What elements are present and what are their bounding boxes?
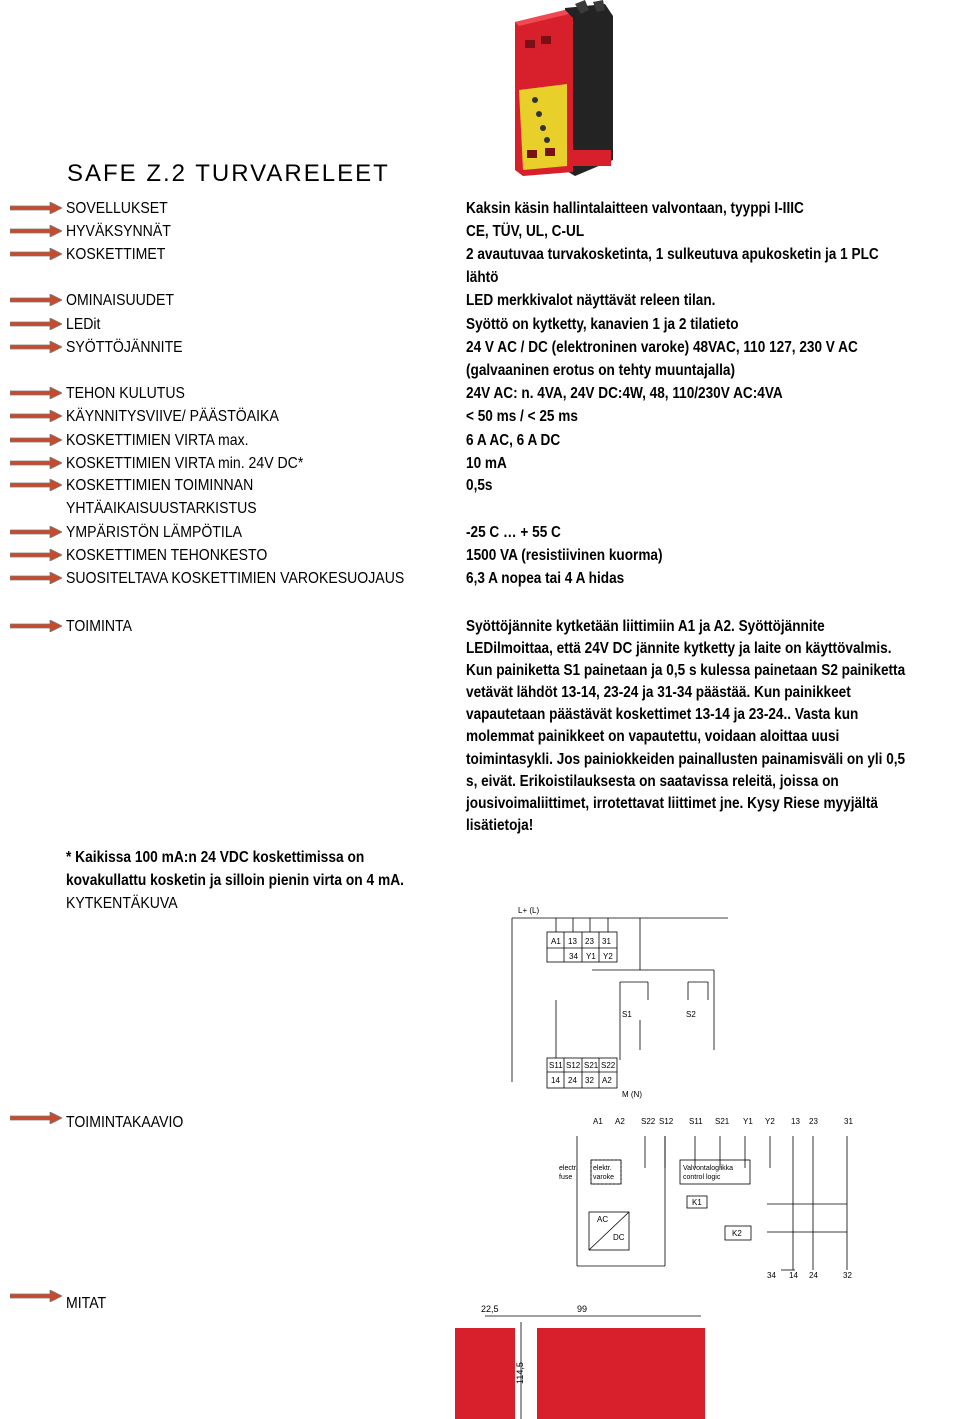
fd-label: A2 (615, 1117, 625, 1126)
footnote-line-2: kovakullattu kosketin ja silloin pienin virta on 4 mA. (66, 872, 404, 889)
arrow-icon (10, 410, 62, 422)
spec-value: Kaksin käsin hallintalaitteen valvontaan, tyyppi I-IIIC (466, 200, 804, 217)
arrow-icon (10, 434, 62, 446)
arrow-icon (10, 549, 62, 561)
spec-label: KOSKETTIMIEN VIRTA min. 24V DC* (66, 455, 304, 472)
fd-label: 34 (767, 1271, 776, 1280)
spec-label: KOSKETTIMIEN VIRTA max. (66, 432, 249, 449)
fd-label: fuse (559, 1174, 573, 1181)
arrow-icon (10, 248, 62, 260)
spec-label: SYÖTTÖJÄNNITE (66, 339, 183, 356)
spec-row (0, 339, 960, 379)
spec-label: KOSKETTIMIEN TOIMINNAN (66, 477, 254, 494)
spec-label: HYVÄKSYNNÄT (66, 223, 171, 240)
fd-label: elektr. (593, 1165, 612, 1172)
spec-value: -25 C … + 55 C (466, 524, 561, 541)
arrow-icon (10, 387, 62, 399)
wiring-label: L+ (L) (518, 906, 540, 915)
wiring-label: S12 (566, 1061, 581, 1070)
fd-label: DC (613, 1233, 625, 1242)
fd-label: S21 (715, 1117, 730, 1126)
dim-height: 114,5 (515, 1362, 525, 1384)
spec-row (0, 316, 960, 338)
fd-label: Y2 (765, 1117, 775, 1126)
fd-label: 14 (789, 1271, 798, 1280)
fd-label: 13 (791, 1117, 800, 1126)
fd-label: Y1 (743, 1117, 753, 1126)
spec-label: OMINAISUUDET (66, 292, 174, 309)
spec-value: 24 V AC / DC (elektroninen varoke) 48VAC, 110 127, 230 V AC (466, 339, 858, 356)
arrow-icon (10, 1290, 62, 1302)
product-image (505, 0, 620, 178)
fd-label: K2 (732, 1229, 742, 1238)
wiring-label: 32 (585, 1076, 594, 1085)
spec-label: KÄYNNITYSVIIVE/ PÄÄSTÖAIKA (66, 408, 279, 425)
fd-label: A1 (593, 1117, 603, 1126)
wiring-label: A1 (551, 937, 561, 946)
toiminta-label: TOIMINTA (66, 618, 132, 635)
fd-label: K1 (692, 1198, 702, 1207)
wiring-label: 31 (602, 937, 611, 946)
wiring-neg-label: M (N) (622, 1090, 642, 1099)
spec-value: Syöttö on kytketty, kanavien 1 ja 2 tilatieto (466, 316, 739, 333)
arrow-icon (10, 202, 62, 214)
toiminta-text (466, 616, 942, 837)
spec-row (0, 455, 960, 477)
spec-row (0, 385, 960, 407)
spec-row (0, 200, 960, 222)
fd-label: 24 (809, 1271, 818, 1280)
toiminta-line: Kun painiketta S1 painetaan ja 0,5 s kulessa painetaan S2 painiketta (466, 662, 906, 680)
toiminta-line: lisätietoja! (466, 816, 534, 834)
fd-label: 23 (809, 1117, 818, 1126)
arrow-icon (10, 225, 62, 237)
fd-label: Valvontalogiikka (683, 1165, 734, 1172)
spec-label: KOSKETTIMET (66, 246, 166, 263)
arrow-icon (10, 1112, 62, 1124)
spec-label: LEDit (66, 316, 101, 333)
spec-row (0, 524, 960, 546)
spec-value: 6,3 A nopea tai 4 A hidas (466, 570, 625, 587)
toiminta-line: toimintasykli. Jos painiokkeiden painallusten painamisväli on yli 0,5 (466, 750, 906, 768)
arrow-icon (10, 341, 62, 353)
fd-label: varoke (593, 1174, 615, 1181)
spec-row (0, 477, 960, 517)
arrow-icon (10, 572, 62, 584)
toiminta-line: molemmat painikkeet on vapautettu, voidaan aloittaa uusi (466, 728, 840, 746)
dim-width: 22,5 (481, 1304, 499, 1314)
wiring-label: 13 (568, 937, 577, 946)
fd-label: electr. (559, 1165, 578, 1172)
wiring-label: S1 (622, 1010, 632, 1019)
spec-value: 24V AC: n. 4VA, 24V DC:4W, 48, 110/230V AC:4VA (466, 385, 783, 402)
spec-row (0, 570, 960, 592)
wiring-label: S21 (584, 1061, 599, 1070)
spec-value: 2 avautuvaa turvakosketinta, 1 sulkeutuva apukosketin ja 1 PLC (466, 246, 879, 263)
toiminta-line: vapautetaan päästävät koskettimet 13-14 ja 23-24.. Vasta kun (466, 706, 859, 724)
spec-label: KOSKETTIMEN TEHONKESTO (66, 547, 268, 564)
spec-value: LED merkkivalot näyttävät releen tilan. (466, 292, 716, 309)
kytkentakuva-heading: KYTKENTÄKUVA (66, 895, 178, 912)
wiring-label: Y1 (586, 952, 596, 961)
spec-label: SOVELLUKSET (66, 200, 168, 217)
spec-row (0, 246, 960, 286)
wiring-label: 23 (585, 937, 594, 946)
spec-row (0, 223, 960, 245)
arrow-icon (10, 526, 62, 538)
arrow-icon (10, 479, 62, 491)
spec-value: CE, TÜV, UL, C-UL (466, 223, 585, 240)
fd-label: S11 (689, 1117, 703, 1126)
arrow-icon (10, 318, 62, 330)
fd-label: S12 (659, 1117, 674, 1126)
footnote-line-1: * Kaikissa 100 mA:n 24 VDC koskettimissa on (66, 849, 365, 866)
dim-depth: 99 (577, 1304, 588, 1314)
toimintakaavio-heading: TOIMINTAKAAVIO (66, 1114, 184, 1131)
wiring-label: 34 (569, 952, 578, 961)
spec-value: 10 mA (466, 455, 507, 472)
wiring-label: 14 (551, 1076, 560, 1085)
fd-label: 32 (843, 1271, 852, 1280)
wiring-label: S22 (601, 1061, 616, 1070)
spec-value: < 50 ms / < 25 ms (466, 408, 578, 425)
spec-label: YMPÄRISTÖN LÄMPÖTILA (66, 524, 243, 541)
function-diagram (555, 1112, 865, 1284)
wiring-label: S11 (549, 1061, 563, 1070)
wiring-label: A2 (602, 1076, 612, 1085)
spec-label-continued: YHTÄAIKAISUUSTARKISTUS (66, 500, 257, 517)
arrow-icon (10, 294, 62, 306)
spec-value: 0,5s (466, 477, 493, 494)
toiminta-line: Syöttöjännite kytketään liittimiin A1 ja A2. Syöttöjännite (466, 618, 825, 635)
fd-label: 31 (844, 1117, 853, 1126)
arrow-icon (10, 457, 62, 469)
wiring-label: 24 (568, 1076, 577, 1085)
spec-row (0, 432, 960, 454)
spec-label: TEHON KULUTUS (66, 385, 185, 402)
toiminta-line: vetävät lähdöt 13-14, 23-24 ja 31-34 päästää. Kun painikkeet (466, 684, 851, 702)
spec-label: SUOSITELTAVA KOSKETTIMIEN VAROKESUOJAUS (66, 570, 405, 587)
spec-row (0, 547, 960, 569)
toiminta-line: s, eivät. Erikoistilauksesta on saatavissa releitä, joissa on (466, 772, 839, 790)
page-title: SAFE Z.2 TURVARELEET (67, 160, 390, 187)
wiring-label: Y2 (603, 952, 613, 961)
fd-label: AC (597, 1215, 609, 1224)
wiring-label: S2 (686, 1010, 696, 1019)
spec-value: 6 A AC, 6 A DC (466, 432, 561, 449)
toiminta-line: jousivoimaliittimet, irrotettavat liittimet jne. Kysy Riese myyjältä (466, 794, 878, 812)
fd-label: S22 (641, 1117, 656, 1126)
spec-row (0, 408, 960, 430)
spec-value: 1500 VA (resistiivinen kuorma) (466, 547, 663, 564)
arrow-icon (10, 620, 62, 632)
dimensions-drawing (455, 1302, 705, 1419)
spec-row (0, 292, 960, 314)
spec-value-continued: (galvaaninen erotus on tehty muuntajalla) (466, 362, 736, 379)
wiring-diagram (500, 900, 740, 1100)
fd-label: control logic (683, 1174, 721, 1181)
mitat-heading: MITAT (66, 1295, 107, 1312)
toiminta-line: LEDilmoittaa, että 24V DC jännite kytketty ja laite on käyttövalmis. (466, 640, 892, 658)
spec-value-continued: lähtö (466, 269, 499, 286)
